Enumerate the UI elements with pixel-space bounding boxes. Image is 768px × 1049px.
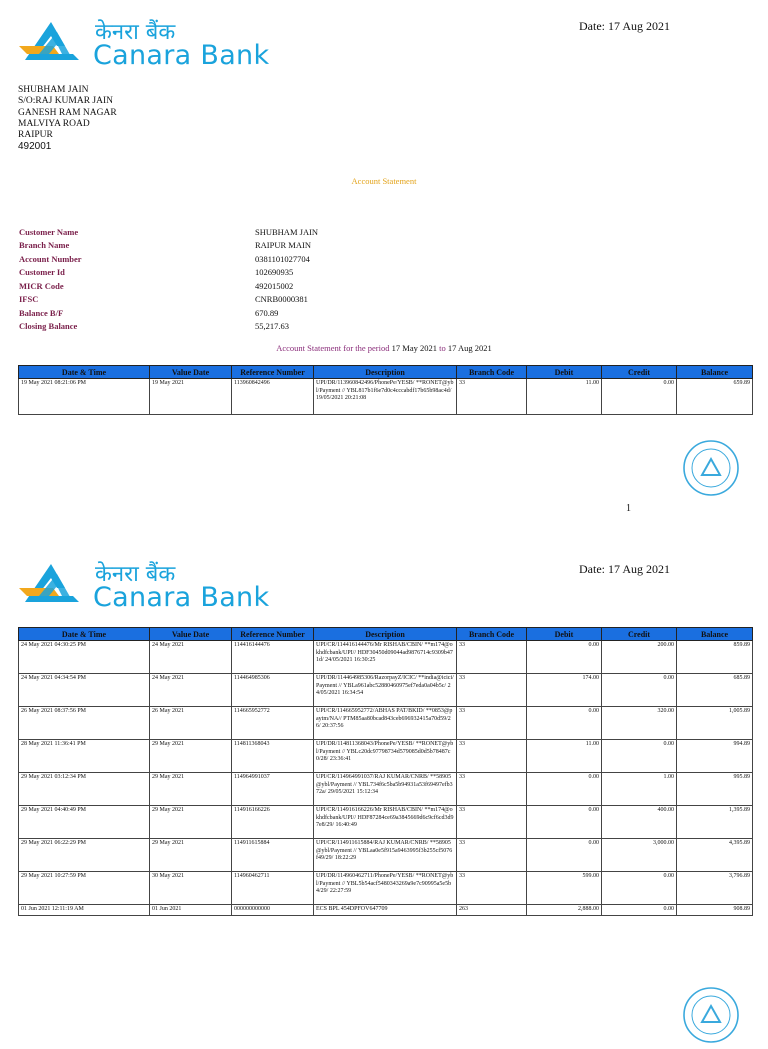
cell-debit: 174.00 (527, 674, 602, 707)
bank-english-name: Canara Bank (93, 582, 270, 613)
info-value: CNRB0000381 (255, 294, 308, 305)
cell-debit: 0.00 (527, 839, 602, 872)
cell-datetime: 26 May 2021 08:37:56 PM (19, 707, 150, 740)
info-row (19, 266, 318, 280)
table-row (19, 707, 753, 740)
col-header-description: Description (314, 366, 457, 379)
cell-value-date: 29 May 2021 (150, 839, 232, 872)
cell-datetime: 01 Jun 2021 12:11:19 AM (19, 905, 150, 916)
address-line: S/O:RAJ KUMAR JAIN (18, 96, 114, 107)
bank-seal-page2 (682, 986, 740, 1049)
info-row (19, 252, 318, 266)
period-label: Account Statement for the period (276, 343, 390, 353)
canara-logo-icon (19, 20, 93, 62)
cell-datetime: 29 May 2021 04:40:49 PM (19, 806, 150, 839)
table-row (19, 773, 753, 806)
cell-credit: 320.00 (602, 707, 677, 740)
cell-reference: 114911615884 (232, 839, 314, 872)
col-header-branch-code: Branch Code (457, 366, 527, 379)
table-row (19, 839, 753, 872)
table-row (19, 379, 753, 415)
info-label: IFSC (19, 294, 39, 305)
cell-reference: 114416144476 (232, 641, 314, 674)
cell-value-date: 29 May 2021 (150, 806, 232, 839)
cell-description: UPI/CR/114964991037/RAJ KUMAR/CNRB/ **58905@ybl/Payment // YBL734f6c5ba5b94931a53f69497efb372a/ 29/05/2021 15:12:34 (314, 773, 457, 806)
statement-date: Date: 17 Aug 2021 (579, 19, 670, 33)
cell-balance: 4,395.89 (677, 839, 753, 872)
cell-balance: 859.89 (677, 641, 753, 674)
bank-logo (19, 20, 270, 71)
statement-title: Account Statement (351, 176, 417, 186)
info-value: SHUBHAM JAIN (255, 226, 319, 237)
cell-value-date: 19 May 2021 (150, 379, 232, 415)
col-header-value-date: Value Date (150, 628, 232, 641)
info-value: 55,217.63 (255, 321, 289, 332)
cell-value-date: 29 May 2021 (150, 773, 232, 806)
address-line: SHUBHAM JAIN (18, 85, 89, 95)
period-to: 17 Aug 2021 (447, 343, 492, 353)
cell-value-date: 24 May 2021 (150, 674, 232, 707)
col-header-reference: Reference Number (232, 628, 314, 641)
cell-debit: 0.00 (527, 641, 602, 674)
cell-description: UPI/CR/114665952772/ABHAS PAT/BKID/ **0853@paytm/NA// PTM85aa80bcad843ceb696932415a70d59/26/ 20:37:56 (314, 707, 457, 740)
info-row (19, 293, 318, 307)
col-header-reference: Reference Number (232, 366, 314, 379)
info-label: Customer Id (19, 267, 65, 278)
cell-datetime: 29 May 2021 06:22:29 PM (19, 839, 150, 872)
col-header-credit: Credit (602, 366, 677, 379)
cell-debit: 0.00 (527, 806, 602, 839)
cell-reference: 114665952772 (232, 707, 314, 740)
info-value: 670.89 (255, 307, 279, 318)
cell-balance: 1,005.89 (677, 707, 753, 740)
col-header-value-date: Value Date (150, 366, 232, 379)
period-to-word: to (439, 343, 446, 353)
info-label: Account Number (19, 253, 82, 264)
cell-debit: 11.00 (527, 379, 602, 415)
info-value: RAIPUR MAIN (255, 240, 311, 251)
info-value: 492015002 (255, 280, 294, 291)
cell-description: UPI/CR/114416144476/Mr RISHAB/CBIN/ **m174@okhdfcbank/UPI// HDF30450d09044ad9876714c9309b471d/ 24/05/2021 16:30:25 (314, 641, 457, 674)
cell-branch-code: 33 (457, 872, 527, 905)
transactions-table-page1 (18, 365, 753, 415)
cell-reference: 114464985306 (232, 674, 314, 707)
cell-balance: 995.89 (677, 773, 753, 806)
cell-reference: 114964991037 (232, 773, 314, 806)
cell-credit: 0.00 (602, 674, 677, 707)
info-row (19, 306, 318, 320)
col-header-debit: Debit (527, 366, 602, 379)
table-row (19, 740, 753, 773)
table-row (19, 641, 753, 674)
cell-credit: 0.00 (602, 905, 677, 916)
cell-value-date: 26 May 2021 (150, 707, 232, 740)
cell-branch-code: 33 (457, 379, 527, 415)
cell-description: ECS BPL 454DPFOV647709 (314, 905, 457, 916)
col-header-debit: Debit (527, 628, 602, 641)
cell-datetime: 29 May 2021 03:12:34 PM (19, 773, 150, 806)
cell-datetime: 28 May 2021 11:36:41 PM (19, 740, 150, 773)
statement-period (0, 343, 768, 353)
cell-value-date: 30 May 2021 (150, 872, 232, 905)
transactions-table-page2 (18, 627, 753, 916)
table-row (19, 905, 753, 916)
cell-branch-code: 263 (457, 905, 527, 916)
cell-branch-code: 33 (457, 707, 527, 740)
cell-branch-code: 33 (457, 839, 527, 872)
cell-balance: 659.89 (677, 379, 753, 415)
info-label: Branch Name (19, 240, 70, 251)
cell-branch-code: 33 (457, 674, 527, 707)
col-header-datetime: Date & Time (19, 628, 150, 641)
address-line: MALVIYA ROAD (18, 118, 90, 129)
cell-datetime: 24 May 2021 04:34:54 PM (19, 674, 150, 707)
cell-description: UPI/DR/114464985306/RazorpayZ/ICIC/ **india@icici/Payment // YBLa961abc52880460975ef7eda0a04b5c/ 24/05/2021 16:34:54 (314, 674, 457, 707)
cell-debit: 11.00 (527, 740, 602, 773)
info-row (19, 225, 318, 239)
bank-english-name: Canara Bank (93, 40, 270, 71)
cell-debit: 0.00 (527, 773, 602, 806)
info-label: Customer Name (19, 226, 79, 237)
address-pincode: 492001 (18, 141, 52, 153)
cell-reference: 114811368043 (232, 740, 314, 773)
cell-credit: 1.00 (602, 773, 677, 806)
table-row (19, 674, 753, 707)
cell-balance: 994.89 (677, 740, 753, 773)
info-label: MICR Code (19, 280, 64, 291)
statement-date-page2: Date: 17 Aug 2021 (579, 562, 670, 576)
cell-description: UPI/DR/113960842496/PhonePe/YESB/ **RONET@ybl/Payment // YBL817b1f6e7d0c4cccabdf17b65b98ac4d/ 19/05/2021 20:21:08 (314, 379, 457, 415)
cell-balance: 908.89 (677, 905, 753, 916)
info-value: 0381101027704 (255, 253, 310, 264)
page-number: 1 (626, 503, 631, 514)
table-row (19, 872, 753, 905)
info-label: Closing Balance (19, 321, 78, 332)
bank-seal (682, 439, 740, 502)
address-line: GANESH RAM NAGAR (18, 107, 117, 118)
cell-balance: 685.89 (677, 674, 753, 707)
cell-reference: 000000000000 (232, 905, 314, 916)
cell-debit: 2,888.00 (527, 905, 602, 916)
cell-value-date: 24 May 2021 (150, 641, 232, 674)
col-header-balance: Balance (677, 366, 753, 379)
bank-hindi-name: केनरा बैंक (95, 562, 176, 587)
cell-branch-code: 33 (457, 641, 527, 674)
cell-credit: 0.00 (602, 379, 677, 415)
period-from: 17 May 2021 (391, 343, 437, 353)
cell-value-date: 01 Jun 2021 (150, 905, 232, 916)
canara-logo-icon (19, 562, 93, 604)
cell-balance: 3,796.89 (677, 872, 753, 905)
cell-debit: 599.00 (527, 872, 602, 905)
customer-address (18, 85, 117, 153)
cell-balance: 1,395.89 (677, 806, 753, 839)
cell-branch-code: 33 (457, 740, 527, 773)
table-header-row (19, 628, 753, 641)
info-row (19, 279, 318, 293)
col-header-branch-code: Branch Code (457, 628, 527, 641)
col-header-description: Description (314, 628, 457, 641)
col-header-credit: Credit (602, 628, 677, 641)
account-info (19, 225, 318, 333)
cell-credit: 400.00 (602, 806, 677, 839)
table-header-row (19, 366, 753, 379)
info-label: Balance B/F (19, 307, 64, 318)
cell-branch-code: 33 (457, 773, 527, 806)
cell-reference: 113960842496 (232, 379, 314, 415)
info-row (19, 320, 318, 334)
cell-datetime: 29 May 2021 10:27:59 PM (19, 872, 150, 905)
cell-description: UPI/DR/114811368043/PhonePe/YESB/ **RONET@ybl/Payment // YBLc20dc97798734d579085d0d5b78487c0/28/ 23:36:41 (314, 740, 457, 773)
col-header-balance: Balance (677, 628, 753, 641)
cell-reference: 114960462711 (232, 872, 314, 905)
bank-seal-icon (682, 986, 740, 1044)
cell-credit: 200.00 (602, 641, 677, 674)
bank-seal-icon (682, 439, 740, 497)
cell-description: UPI/DR/114960462711/PhonePe/YESB/ **RONET@ybl/Payment // YBL5b54acf5480343269a9e7c90995a5e5b4/29/ 22:27:59 (314, 872, 457, 905)
info-value: 102690935 (255, 267, 294, 278)
cell-description: UPI/CR/114916166226/Mr RISHAB/CBIN/ **m174@okhdfcbank/UPI// HDF87284ce69a3845669d6c9cf6cd3d97e8/29/ 16:40:49 (314, 806, 457, 839)
bank-logo-page2 (19, 562, 270, 613)
bank-hindi-name: केनरा बैंक (95, 20, 176, 45)
cell-value-date: 29 May 2021 (150, 740, 232, 773)
info-row (19, 239, 318, 253)
table-row (19, 806, 753, 839)
cell-branch-code: 33 (457, 806, 527, 839)
cell-description: UPI/CR/114911615884/RAJ KUMAR/CNRB/ **58905@ybl/Payment // YBLaa0e5f915a9463995f3b255cf5076f49/29/ 18:22:29 (314, 839, 457, 872)
cell-credit: 0.00 (602, 872, 677, 905)
cell-credit: 3,000.00 (602, 839, 677, 872)
col-header-datetime: Date & Time (19, 366, 150, 379)
cell-datetime: 19 May 2021 08:21:06 PM (19, 379, 150, 415)
cell-debit: 0.00 (527, 707, 602, 740)
address-line: RAIPUR (18, 130, 53, 141)
cell-reference: 114916166226 (232, 806, 314, 839)
cell-datetime: 24 May 2021 04:30:25 PM (19, 641, 150, 674)
cell-credit: 0.00 (602, 740, 677, 773)
